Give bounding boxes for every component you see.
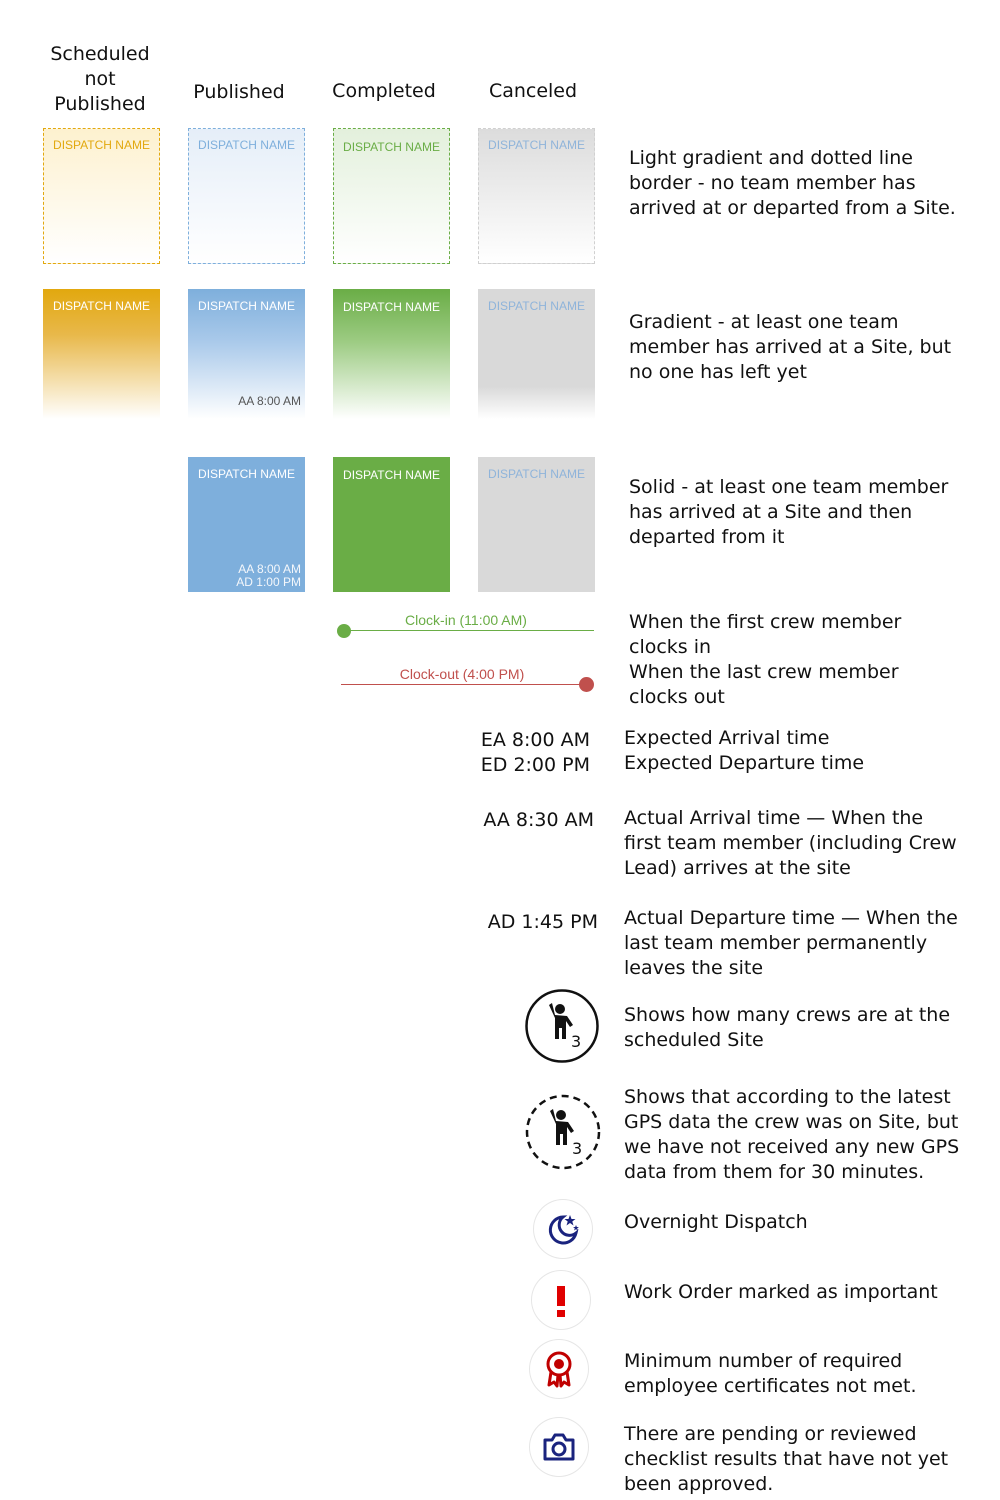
dispatch-name: DISPATCH NAME bbox=[488, 299, 585, 313]
actual-arrival-description: Actual Arrival time — When the first team member (including Crew Lead) arrives at the site bbox=[624, 807, 957, 879]
clock-out-dot bbox=[579, 677, 594, 692]
crew-count-number: 3 bbox=[572, 1139, 583, 1158]
crew-gps-stale-icon bbox=[525, 1094, 601, 1170]
clock-in-label: Clock-in (11:00 AM) bbox=[405, 612, 527, 628]
crew-count-number: 3 bbox=[571, 1032, 582, 1051]
actual-arrival-time: AA 8:00 AM bbox=[238, 562, 301, 576]
camera-icon bbox=[530, 1418, 588, 1476]
dispatch-name: DISPATCH NAME bbox=[488, 138, 585, 152]
column-header-completed: Completed bbox=[332, 80, 436, 102]
actual-departure-time: AD 1:00 PM bbox=[236, 575, 301, 589]
column-header-scheduled bbox=[40, 42, 160, 117]
actual-arrival-time: AA 8:00 AM bbox=[238, 394, 301, 408]
card-published-light bbox=[188, 128, 305, 264]
solid-description: Solid - at least one team member has arrived at a Site and then departed from it bbox=[629, 476, 949, 548]
dispatch-name: DISPATCH NAME bbox=[198, 138, 295, 152]
important-icon bbox=[532, 1271, 590, 1329]
dispatch-name: DISPATCH NAME bbox=[343, 140, 440, 154]
dispatch-name: DISPATCH NAME bbox=[343, 468, 440, 482]
card-published-gradient bbox=[188, 289, 305, 419]
card-completed-gradient bbox=[333, 289, 450, 419]
dispatch-name: DISPATCH NAME bbox=[53, 138, 150, 152]
overnight-description: Overnight Dispatch bbox=[624, 1211, 808, 1233]
expected-arrival-label: EA 8:00 AM bbox=[480, 729, 590, 751]
gps-stale-description: Shows that according to the latest GPS data the crew was on Site, but we have not received any new GPS data from them for 30 minutes. bbox=[624, 1086, 960, 1183]
gradient-description: Gradient - at least one team member has arrived at a Site, but no one has left yet bbox=[629, 311, 952, 383]
column-header-published: Published bbox=[193, 81, 285, 103]
important-description: Work Order marked as important bbox=[624, 1281, 938, 1303]
crew-count-icon bbox=[525, 989, 599, 1063]
expected-arrival-description: Expected Arrival time bbox=[624, 727, 830, 749]
expected-departure-description: Expected Departure time bbox=[624, 752, 865, 774]
clock-out-label: Clock-out (4:00 PM) bbox=[399, 666, 525, 682]
light-gradient-description: Light gradient and dotted line border - no team member has arrived at or departed from a Site. bbox=[629, 147, 956, 219]
crews-at-site-description: Shows how many crews are at the scheduled Site bbox=[624, 1004, 951, 1051]
card-completed-light bbox=[333, 128, 450, 264]
overnight-icon bbox=[534, 1200, 592, 1258]
dispatch-name: DISPATCH NAME bbox=[53, 299, 150, 313]
dispatch-name: DISPATCH NAME bbox=[198, 467, 295, 481]
card-published-solid bbox=[188, 457, 305, 592]
column-header-canceled: Canceled bbox=[488, 80, 578, 102]
actual-departure-description: Actual Departure time — When the last team member permanently leaves the site bbox=[624, 907, 958, 979]
clock-out-line bbox=[341, 684, 587, 685]
column-header-scheduled-text: Scheduled not Published bbox=[50, 43, 150, 115]
clock-in-description: When the first crew member clocks in bbox=[629, 611, 902, 658]
card-canceled-solid bbox=[478, 457, 595, 592]
clock-in-dot bbox=[337, 624, 351, 638]
actual-departure-label: AD 1:45 PM bbox=[487, 911, 598, 933]
clock-in-line bbox=[344, 630, 594, 631]
card-canceled-light bbox=[478, 128, 595, 264]
card-scheduled-light bbox=[43, 128, 160, 264]
actual-arrival-label: AA 8:30 AM bbox=[483, 809, 594, 831]
dispatch-name: DISPATCH NAME bbox=[198, 299, 295, 313]
card-canceled-gradient bbox=[478, 289, 595, 419]
checklist-description: There are pending or reviewed checklist results that have not yet been approved. bbox=[624, 1423, 949, 1495]
certificate-description: Minimum number of required employee certificates not met. bbox=[624, 1350, 917, 1397]
expected-departure-label: ED 2:00 PM bbox=[480, 754, 590, 776]
dispatch-name: DISPATCH NAME bbox=[488, 467, 585, 481]
card-scheduled-gradient bbox=[43, 289, 160, 419]
clock-out-description: When the last crew member clocks out bbox=[629, 661, 899, 708]
certificate-ribbon-icon bbox=[530, 1340, 588, 1398]
dispatch-name: DISPATCH NAME bbox=[343, 300, 440, 314]
card-completed-solid bbox=[333, 457, 450, 592]
